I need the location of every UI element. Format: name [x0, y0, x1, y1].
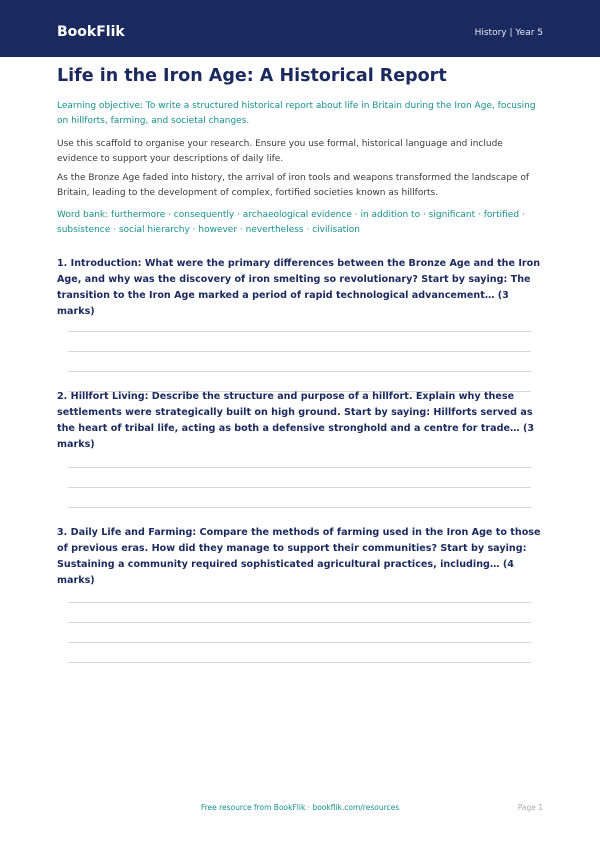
answer-line[interactable] — [68, 642, 531, 643]
answer-line[interactable] — [68, 602, 531, 603]
question-prompt: 2. Hillfort Living: Describe the structure and purpose of a hillfort. Explain why these settlements were strategically built on high ground. Start by saying: Hillforts served as the heart of tribal life, acting as both a defensive stronghold and a centre for trade… (3 marks) — [57, 391, 535, 450]
word-bank: Word bank: furthermore · consequently · archaeological evidence · in addition to · significant · fortified · subsistence · social hierarchy · however · nevertheless · civilisation — [57, 210, 525, 235]
answer-line[interactable] — [68, 371, 531, 372]
learning-objective: Learning objective: To write a structured historical report about life in Britain during the Iron Age, focusing on hillforts, farming, and societal changes. — [57, 101, 536, 126]
question-prompt: 3. Daily Life and Farming: Compare the methods of farming used in the Iron Age to those of previous eras. How did they manage to support their communities? Start by saying: Sustaining a community required sophisticated agricultural practices, including… (4 marks) — [57, 527, 541, 586]
answer-line[interactable] — [68, 487, 531, 488]
page-number: Page 1 — [517, 803, 543, 812]
footer-resource-link[interactable]: Free resource from BookFlik · bookflik.com/resources — [200, 803, 400, 812]
page-title: Life in the Iron Age: A Historical Report — [57, 66, 447, 86]
brand-logo[interactable]: BookFlik — [57, 24, 125, 40]
question-prompt: 1. Introduction: What were the primary differences between the Bronze Age and the Iron Age, and why was the discovery of iron smelting so revolutionary? Start by saying: The transition to the Iron Age marked a period of rapid technological advancement… (3 marks) — [57, 258, 541, 317]
instructions-text: Use this scaffold to organise your research. Ensure you use formal, historical language and include evidence to support your descriptions of daily life. — [57, 139, 503, 164]
answer-line[interactable] — [68, 351, 531, 352]
header-bar — [0, 0, 600, 57]
answer-line[interactable] — [68, 507, 531, 508]
answer-line[interactable] — [68, 622, 531, 623]
subject-label: History | Year 5 — [474, 28, 543, 38]
answer-line[interactable] — [68, 467, 531, 468]
answer-line[interactable] — [68, 662, 531, 663]
answer-line[interactable] — [68, 331, 531, 332]
intro-text: As the Bronze Age faded into history, the arrival of iron tools and weapons transformed the landscape of Britain, leading to the development of complex, fortified societies known as hillforts. — [57, 173, 530, 198]
